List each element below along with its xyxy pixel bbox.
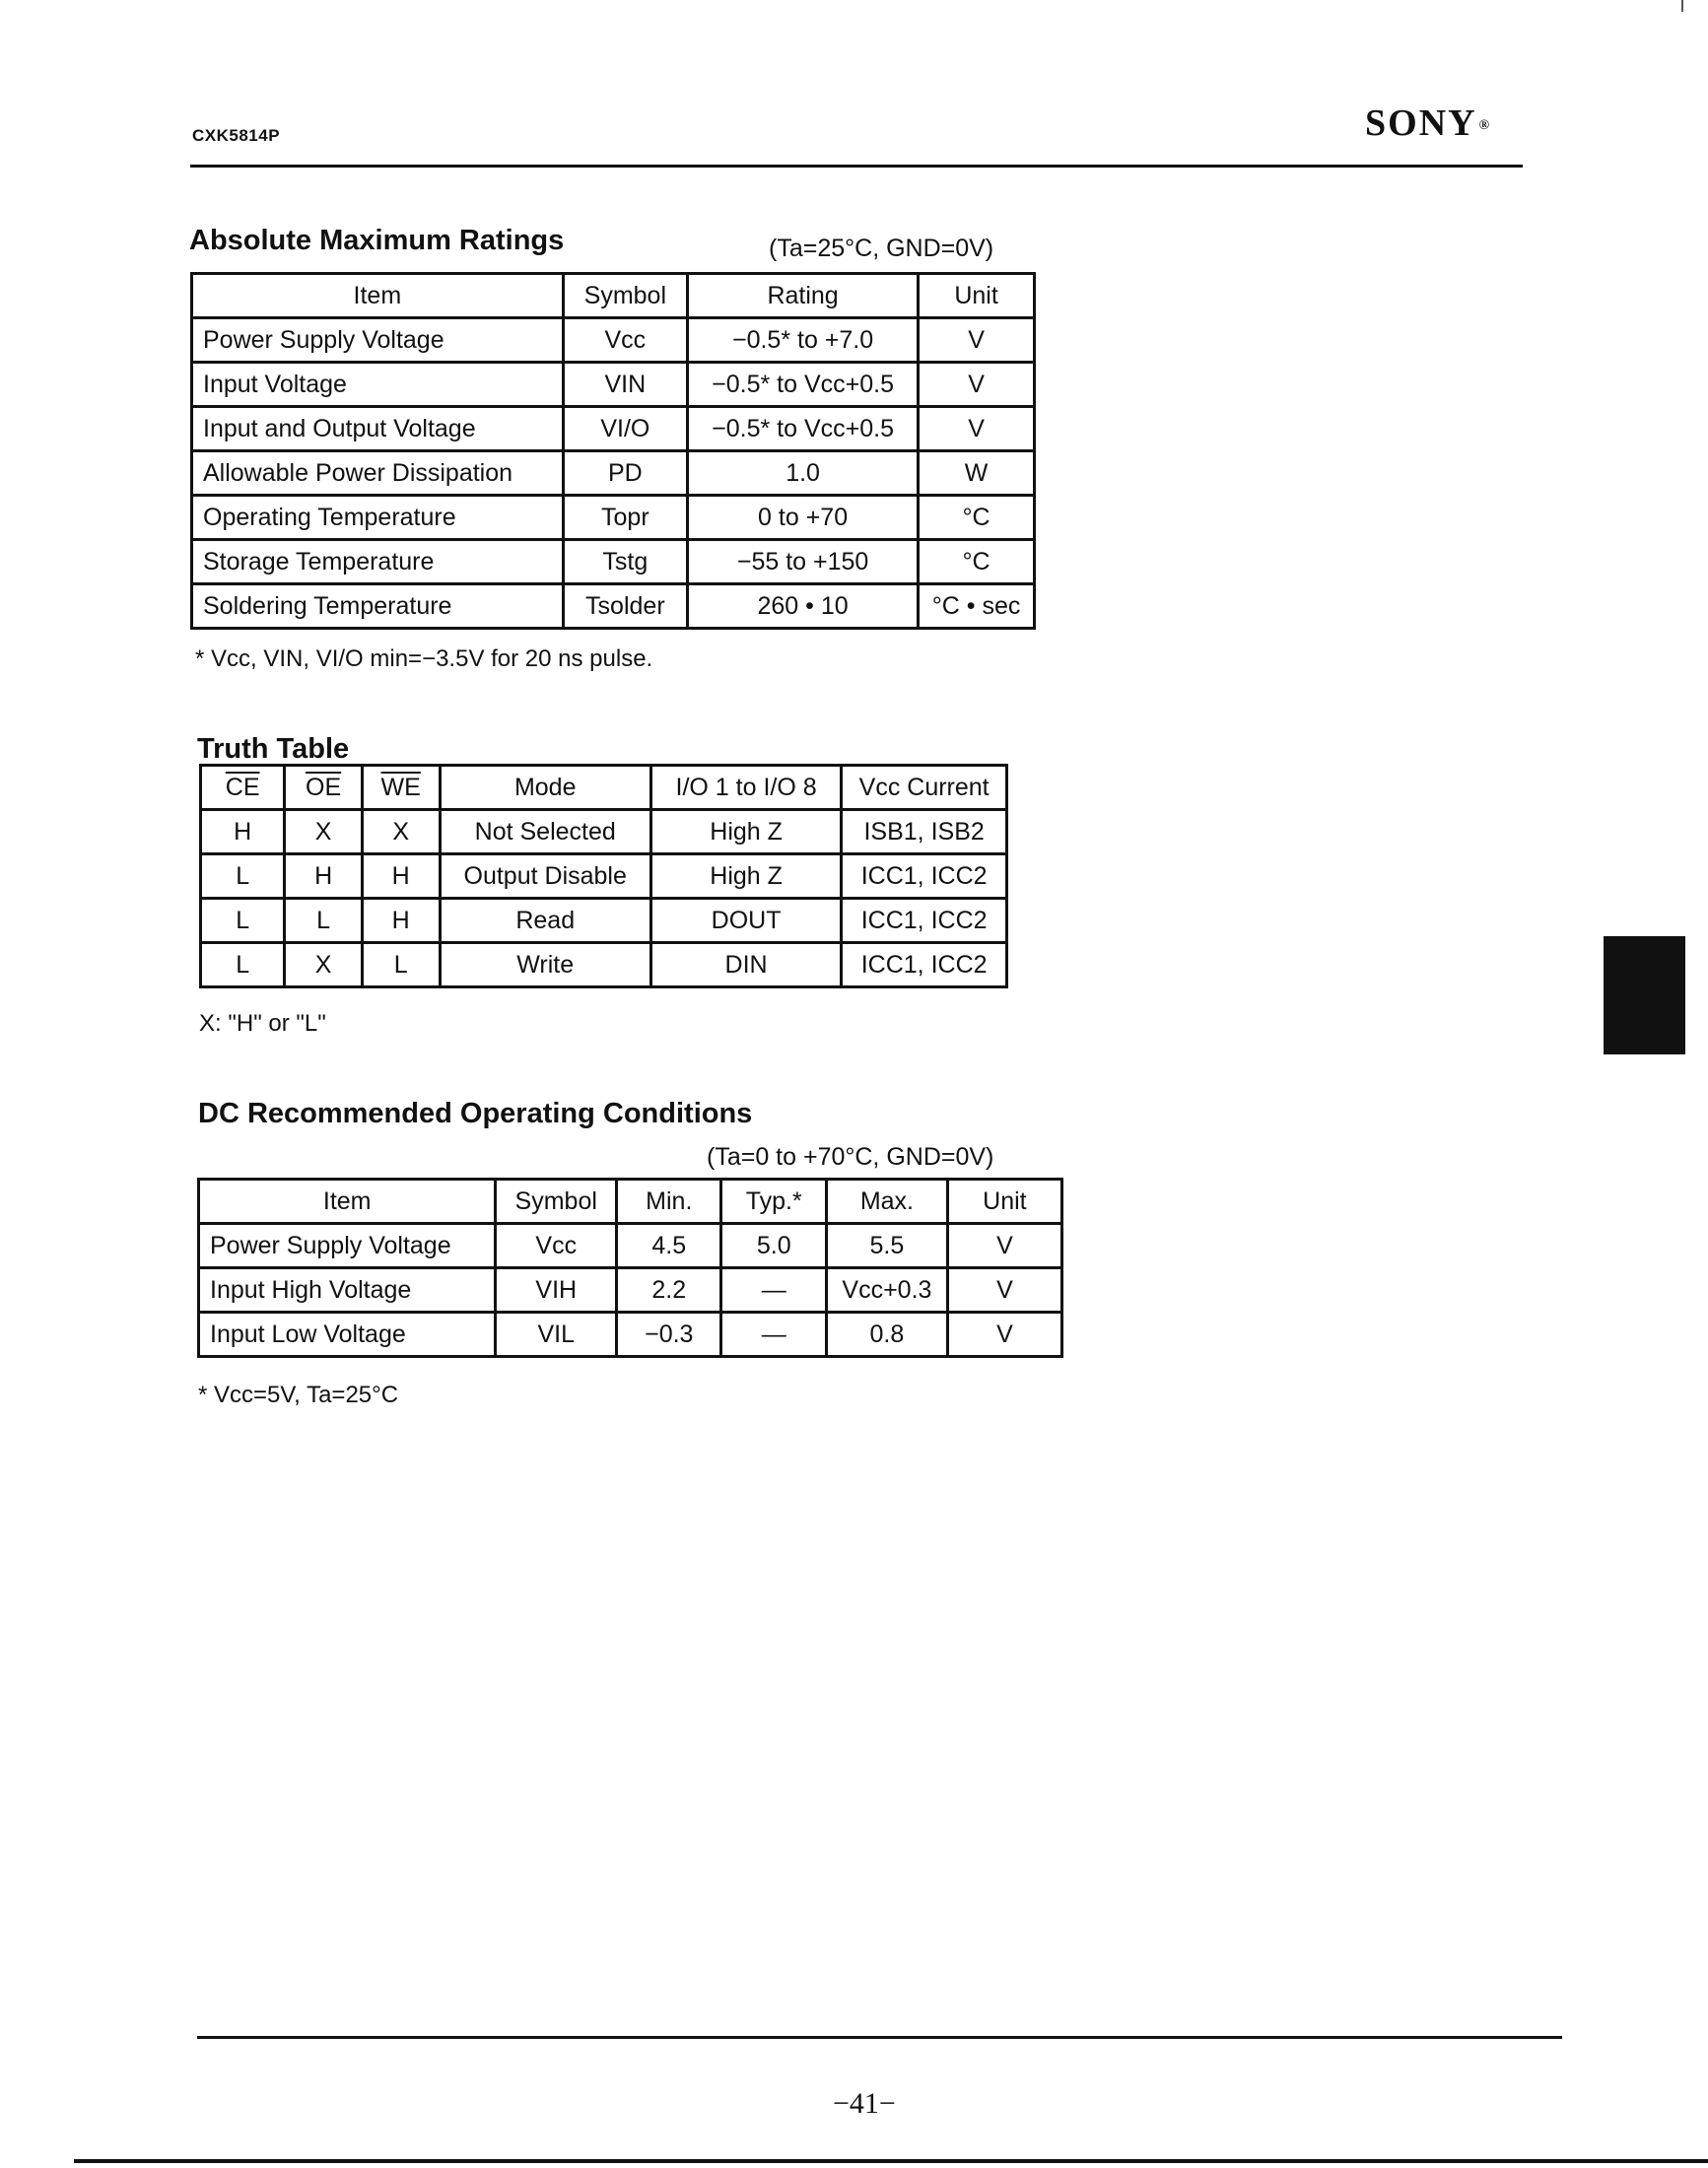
ce-cell: L	[201, 854, 285, 899]
header-item: Item	[192, 274, 564, 318]
symbol-cell: VI/O	[563, 407, 687, 451]
item-cell: Power Supply Voltage	[199, 1224, 496, 1268]
max-cell: 5.5	[827, 1224, 948, 1268]
table-row	[201, 943, 1007, 987]
item-cell: Operating Temperature	[192, 496, 564, 540]
typ-cell: 5.0	[721, 1224, 827, 1268]
footer-rule	[197, 2036, 1562, 2039]
unit-cell: °C	[919, 496, 1035, 540]
rating-cell: −0.5* to +7.0	[688, 318, 919, 363]
we-cell: H	[362, 899, 440, 943]
max-cell: 0.8	[827, 1313, 948, 1357]
table-row	[201, 810, 1007, 854]
mode-cell: Read	[440, 899, 650, 943]
truth-table-title: Truth Table	[197, 733, 350, 765]
we-cell: X	[362, 810, 440, 854]
io-cell: DOUT	[650, 899, 841, 943]
rating-cell: −0.5* to Vcc+0.5	[688, 407, 919, 451]
registered-mark: ®	[1478, 118, 1492, 134]
we-cell: L	[362, 943, 440, 987]
mode-cell: Write	[440, 943, 650, 987]
header-unit: Unit	[947, 1180, 1061, 1224]
rating-cell: 0 to +70	[688, 496, 919, 540]
dc-conditions-table	[197, 1178, 1063, 1358]
min-cell: −0.3	[617, 1313, 721, 1357]
header-we-label: $\overline{WE}$	[380, 773, 421, 801]
abs-max-footnote: * Vcc, VIN, VI/O min=−3.5V for 20 ns pulse.	[195, 645, 653, 672]
unit-cell: °C	[919, 540, 1035, 584]
symbol-cell: Vcc	[563, 318, 687, 363]
symbol-cell: Topr	[563, 496, 687, 540]
dc-conditions-conditions: (Ta=0 to +70°C, GND=0V)	[707, 1143, 994, 1171]
ce-cell: L	[201, 943, 285, 987]
current-cell: ICC1, ICC2	[842, 943, 1007, 987]
symbol-cell: Tstg	[563, 540, 687, 584]
header-we	[362, 766, 440, 810]
brand-name: SONY	[1365, 102, 1477, 144]
current-cell: ICC1, ICC2	[842, 899, 1007, 943]
header-oe-label: $\overline{OE}$	[306, 773, 342, 801]
item-cell: Power Supply Voltage	[192, 318, 564, 363]
table-row	[199, 1268, 1062, 1313]
item-cell: Soldering Temperature	[192, 584, 564, 629]
table-row	[192, 451, 1035, 496]
truth-table-footnote: X: "H" or "L"	[199, 1010, 326, 1037]
oe-cell: L	[285, 899, 363, 943]
rating-cell: −55 to +150	[688, 540, 919, 584]
mode-cell: Not Selected	[440, 810, 650, 854]
table-row	[192, 540, 1035, 584]
header-unit: Unit	[919, 274, 1035, 318]
table-row	[192, 584, 1035, 629]
header-max: Max.	[827, 1180, 948, 1224]
unit-cell: V	[947, 1268, 1061, 1313]
oe-cell: X	[285, 810, 363, 854]
item-cell: Input High Voltage	[199, 1268, 496, 1313]
item-cell: Input Voltage	[192, 363, 564, 407]
abs-max-conditions: (Ta=25°C, GND=0V)	[769, 235, 994, 262]
header-ce	[201, 766, 285, 810]
table-row	[192, 318, 1035, 363]
section-tab-marker	[1604, 936, 1685, 1054]
header-symbol: Symbol	[496, 1180, 617, 1224]
header-ce-label: $\overline{CE}$	[225, 773, 260, 801]
min-cell: 4.5	[617, 1224, 721, 1268]
min-cell: 2.2	[617, 1268, 721, 1313]
unit-cell: °C • sec	[919, 584, 1035, 629]
brand-logo	[1365, 102, 1491, 145]
abs-max-title: Absolute Maximum Ratings	[189, 225, 565, 256]
table-row	[201, 854, 1007, 899]
truth-table	[199, 764, 1008, 988]
header-min: Min.	[617, 1180, 721, 1224]
table-header-row	[192, 274, 1035, 318]
item-cell: Input Low Voltage	[199, 1313, 496, 1357]
current-cell: ISB1, ISB2	[842, 810, 1007, 854]
bottom-edge-rule	[74, 2159, 1708, 2163]
dc-conditions-title: DC Recommended Operating Conditions	[198, 1098, 753, 1129]
rating-cell: −0.5* to Vcc+0.5	[688, 363, 919, 407]
abs-max-table	[190, 272, 1036, 630]
unit-cell: V	[919, 363, 1035, 407]
header-mode: Mode	[440, 766, 650, 810]
oe-cell: H	[285, 854, 363, 899]
io-cell: DIN	[650, 943, 841, 987]
header-io: I/O 1 to I/O 8	[650, 766, 841, 810]
io-cell: High Z	[650, 854, 841, 899]
unit-cell: V	[947, 1224, 1061, 1268]
page-number: −41−	[833, 2087, 896, 2120]
rating-cell: 260 • 10	[688, 584, 919, 629]
header-rule	[190, 165, 1523, 168]
header-symbol: Symbol	[563, 274, 687, 318]
we-cell: H	[362, 854, 440, 899]
ce-cell: L	[201, 899, 285, 943]
max-cell: Vcc+0.3	[827, 1268, 948, 1313]
rating-cell: 1.0	[688, 451, 919, 496]
symbol-cell: Tsolder	[563, 584, 687, 629]
table-row	[201, 899, 1007, 943]
table-header-row	[199, 1180, 1062, 1224]
table-row	[192, 363, 1035, 407]
edge-mark	[1681, 0, 1683, 12]
current-cell: ICC1, ICC2	[842, 854, 1007, 899]
header-item: Item	[199, 1180, 496, 1224]
unit-cell: V	[919, 318, 1035, 363]
io-cell: High Z	[650, 810, 841, 854]
symbol-cell: Vcc	[496, 1224, 617, 1268]
item-cell: Input and Output Voltage	[192, 407, 564, 451]
item-cell: Storage Temperature	[192, 540, 564, 584]
header-vcc-current: Vcc Current	[842, 766, 1007, 810]
symbol-cell: VIH	[496, 1268, 617, 1313]
table-row	[192, 407, 1035, 451]
header-rating: Rating	[688, 274, 919, 318]
table-header-row	[201, 766, 1007, 810]
header-typ: Typ.*	[721, 1180, 827, 1224]
symbol-cell: VIN	[563, 363, 687, 407]
oe-cell: X	[285, 943, 363, 987]
table-row	[199, 1224, 1062, 1268]
mode-cell: Output Disable	[440, 854, 650, 899]
part-number: CXK5814P	[192, 126, 281, 145]
typ-cell: —	[721, 1313, 827, 1357]
unit-cell: W	[919, 451, 1035, 496]
unit-cell: V	[919, 407, 1035, 451]
typ-cell: —	[721, 1268, 827, 1313]
header-oe	[285, 766, 363, 810]
dc-conditions-footnote: * Vcc=5V, Ta=25°C	[198, 1382, 399, 1408]
unit-cell: V	[947, 1313, 1061, 1357]
symbol-cell: VIL	[496, 1313, 617, 1357]
ce-cell: H	[201, 810, 285, 854]
table-row	[192, 496, 1035, 540]
symbol-cell: PD	[563, 451, 687, 496]
table-row	[199, 1313, 1062, 1357]
item-cell: Allowable Power Dissipation	[192, 451, 564, 496]
